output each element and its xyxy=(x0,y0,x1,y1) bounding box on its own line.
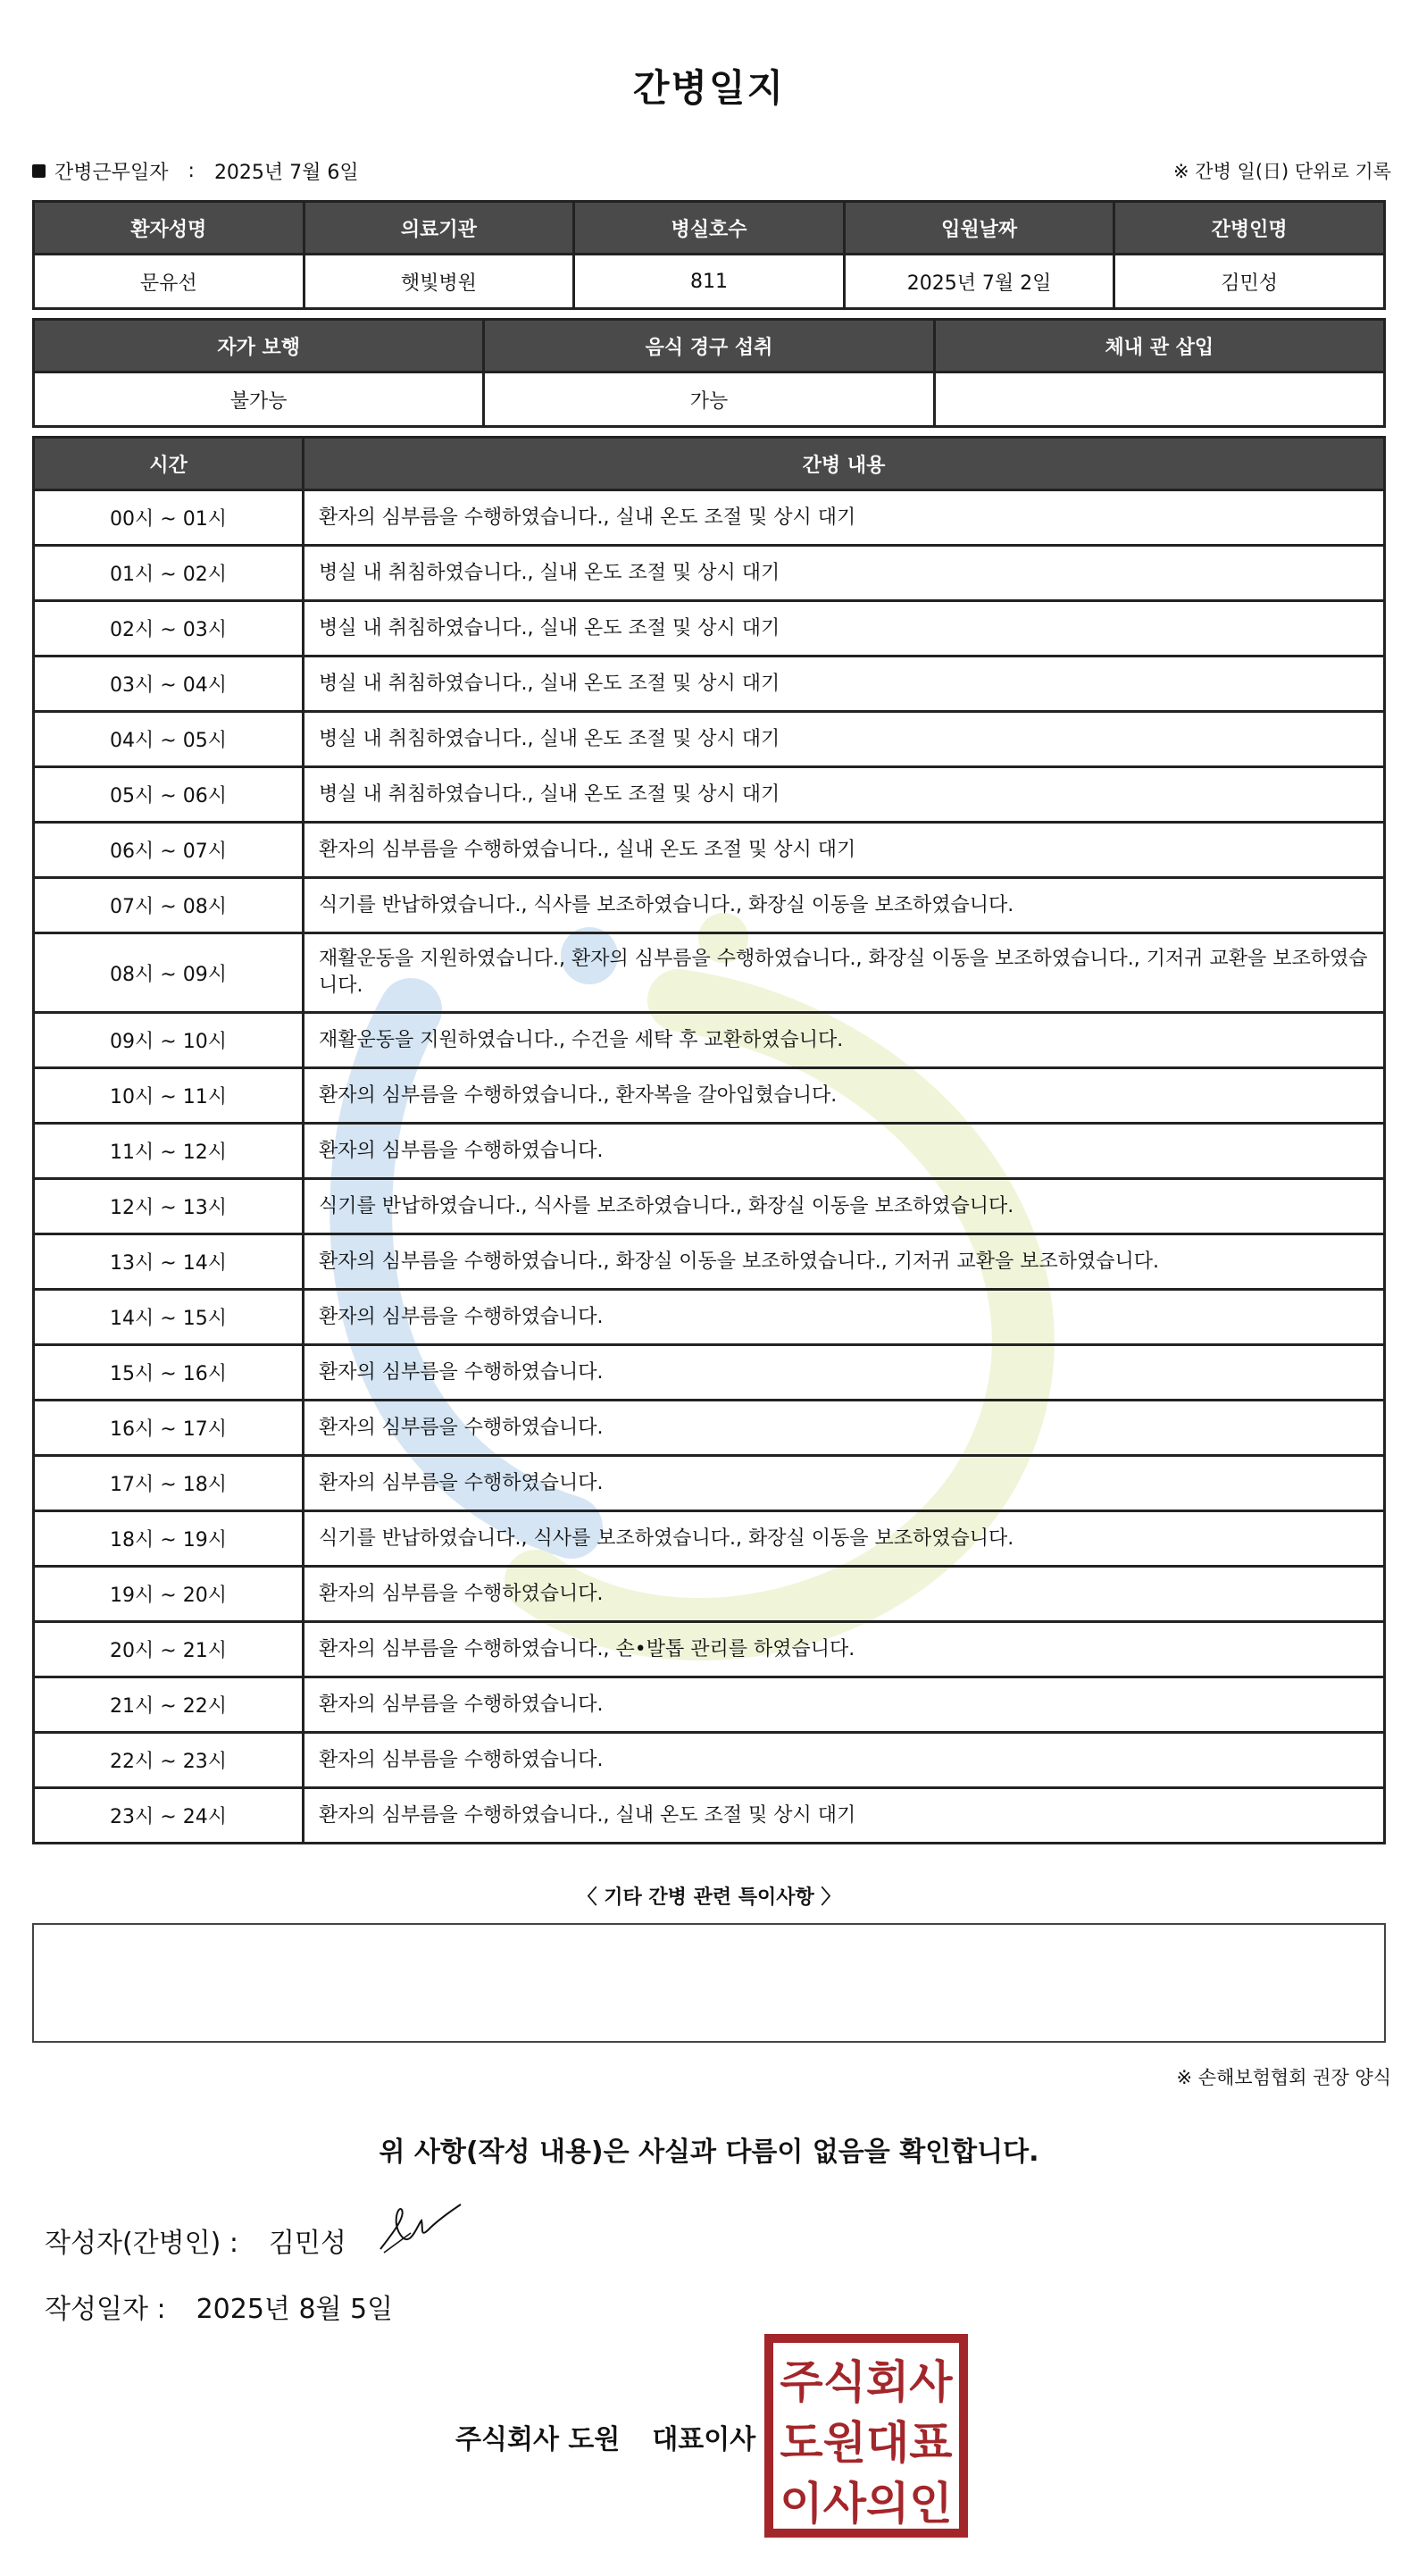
content-cell: 식기를 반납하였습니다., 식사를 보조하였습니다., 화장실 이동을 보조하였습니다. xyxy=(304,1179,1385,1234)
self-walking-value: 불가능 xyxy=(34,372,484,427)
care-log-header-row xyxy=(34,438,1385,490)
time-cell: 22시 ~ 23시 xyxy=(34,1733,304,1788)
signature-image xyxy=(375,2197,464,2260)
content-cell: 병실 내 취침하였습니다., 실내 온도 조절 및 상시 대기 xyxy=(304,601,1385,657)
caregiver-name: 김민성 xyxy=(1114,255,1385,309)
writer-label: 작성자(간병인) : xyxy=(45,2228,238,2259)
time-cell: 02시 ~ 03시 xyxy=(34,601,304,657)
time-cell: 01시 ~ 02시 xyxy=(34,546,304,601)
content-cell: 재활운동을 지원하였습니다., 수건을 세탁 후 교환하였습니다. xyxy=(304,1013,1385,1068)
time-cell: 07시 ~ 08시 xyxy=(34,878,304,933)
time-cell: 21시 ~ 22시 xyxy=(34,1677,304,1733)
content-cell: 환자의 심부름을 수행하였습니다. xyxy=(304,1677,1385,1733)
content-cell: 환자의 심부름을 수행하였습니다., 실내 온도 조절 및 상시 대기 xyxy=(304,823,1385,878)
write-date-label: 작성일자 : xyxy=(45,2294,166,2325)
content-cell: 재활운동을 지원하였습니다., 환자의 심부름을 수행하였습니다., 화장실 이동을 보조하였습니다., 기저귀 교환을 보조하였습니다. xyxy=(304,933,1385,1013)
time-cell: 05시 ~ 06시 xyxy=(34,767,304,823)
time-cell: 15시 ~ 16시 xyxy=(34,1345,304,1401)
content-cell: 병실 내 취침하였습니다., 실내 온도 조절 및 상시 대기 xyxy=(304,546,1385,601)
work-date-value: 2025년 7월 6일 xyxy=(213,162,359,184)
time-cell: 18시 ~ 19시 xyxy=(34,1511,304,1567)
patient-info-table xyxy=(32,200,1386,310)
time-cell: 09시 ~ 10시 xyxy=(34,1013,304,1068)
patient-name: 문유선 xyxy=(34,255,304,309)
patient-info-header-row xyxy=(34,202,1385,255)
header-hospital: 의료기관 xyxy=(304,202,574,255)
content-cell: 병실 내 취침하였습니다., 실내 온도 조절 및 상시 대기 xyxy=(304,657,1385,712)
admission-date: 2025년 7월 2일 xyxy=(844,255,1114,309)
time-cell: 06시 ~ 07시 xyxy=(34,823,304,878)
header-admission-date: 입원날짜 xyxy=(844,202,1114,255)
time-cell: 17시 ~ 18시 xyxy=(34,1456,304,1511)
work-date-separator: : xyxy=(188,160,195,182)
table-row xyxy=(34,933,1385,1013)
content-cell: 식기를 반납하였습니다., 식사를 보조하였습니다., 화장실 이동을 보조하였습니다. xyxy=(304,1511,1385,1567)
content-cell: 환자의 심부름을 수행하였습니다. xyxy=(304,1290,1385,1345)
content-cell: 환자의 심부름을 수행하였습니다. xyxy=(304,1401,1385,1456)
time-cell: 16시 ~ 17시 xyxy=(34,1401,304,1456)
table-row xyxy=(34,546,1385,601)
table-row xyxy=(34,1677,1385,1733)
content-cell: 환자의 심부름을 수행하였습니다., 실내 온도 조절 및 상시 대기 xyxy=(304,1788,1385,1844)
header-patient-name: 환자성명 xyxy=(34,202,304,255)
content-cell: 환자의 심부름을 수행하였습니다., 환자복을 갈아입혔습니다. xyxy=(304,1068,1385,1124)
writer-name: 김민성 xyxy=(268,2228,346,2259)
table-row xyxy=(34,1234,1385,1290)
company-name: 주식회사 도원 xyxy=(455,2424,621,2455)
content-cell: 환자의 심부름을 수행하였습니다. xyxy=(304,1733,1385,1788)
table-row xyxy=(34,657,1385,712)
header-room-number: 병실호수 xyxy=(574,202,845,255)
content-cell: 환자의 심부름을 수행하였습니다. xyxy=(304,1345,1385,1401)
time-cell: 14시 ~ 15시 xyxy=(34,1290,304,1345)
write-date-value: 2025년 8월 5일 xyxy=(196,2294,394,2325)
work-date xyxy=(32,157,359,185)
svg-text:이사의인: 이사의인 xyxy=(780,2478,953,2530)
time-cell: 12시 ~ 13시 xyxy=(34,1179,304,1234)
company-role: 대표이사 xyxy=(652,2424,756,2455)
time-cell: 13시 ~ 14시 xyxy=(34,1234,304,1290)
table-row xyxy=(34,823,1385,878)
record-note: ※ 간병 일(日) 단위로 기록 xyxy=(1173,161,1391,182)
work-date-label: 간병근무일자 xyxy=(54,162,169,184)
oral-intake-value: 가능 xyxy=(484,372,934,427)
table-row xyxy=(34,1511,1385,1567)
table-row xyxy=(34,878,1385,933)
company-line xyxy=(455,2417,755,2456)
notes-box xyxy=(32,1923,1386,2043)
table-row xyxy=(34,490,1385,546)
page-title: 간병일지 xyxy=(632,66,786,110)
header-oral-intake: 음식 경구 섭취 xyxy=(484,320,934,372)
content-cell: 식기를 반납하였습니다., 식사를 보조하였습니다., 화장실 이동을 보조하였습니다. xyxy=(304,878,1385,933)
content-cell: 환자의 심부름을 수행하였습니다. xyxy=(304,1456,1385,1511)
time-cell: 19시 ~ 20시 xyxy=(34,1567,304,1622)
form-note: ※ 손해보험협회 권장 양식 xyxy=(1176,2067,1391,2088)
time-cell: 04시 ~ 05시 xyxy=(34,712,304,767)
patient-info-value-row xyxy=(34,255,1385,309)
header-tube-insertion: 체내 관 삽입 xyxy=(934,320,1384,372)
table-row xyxy=(34,1788,1385,1844)
ability-value-row xyxy=(34,372,1385,427)
table-row xyxy=(34,1290,1385,1345)
content-cell: 환자의 심부름을 수행하였습니다., 실내 온도 조절 및 상시 대기 xyxy=(304,490,1385,546)
company-seal-stamp xyxy=(763,2333,969,2538)
table-row xyxy=(34,601,1385,657)
svg-text:주식회사: 주식회사 xyxy=(780,2356,953,2408)
time-cell: 23시 ~ 24시 xyxy=(34,1788,304,1844)
table-row xyxy=(34,1733,1385,1788)
time-cell: 20시 ~ 21시 xyxy=(34,1622,304,1677)
hospital: 햇빛병원 xyxy=(304,255,574,309)
patient-ability-table xyxy=(32,318,1386,428)
table-row xyxy=(34,1401,1385,1456)
room-number: 811 xyxy=(574,255,845,309)
ability-header-row xyxy=(34,320,1385,372)
table-row xyxy=(34,712,1385,767)
content-cell: 환자의 심부름을 수행하였습니다. xyxy=(304,1124,1385,1179)
time-cell: 11시 ~ 12시 xyxy=(34,1124,304,1179)
content-cell: 환자의 심부름을 수행하였습니다., 손•발톱 관리를 하였습니다. xyxy=(304,1622,1385,1677)
svg-text:도원대표: 도원대표 xyxy=(780,2417,953,2469)
table-row xyxy=(34,1124,1385,1179)
content-cell: 환자의 심부름을 수행하였습니다., 화장실 이동을 보조하였습니다., 기저귀 교환을 보조하였습니다. xyxy=(304,1234,1385,1290)
table-row xyxy=(34,1456,1385,1511)
content-cell: 환자의 심부름을 수행하였습니다. xyxy=(304,1567,1385,1622)
time-cell: 08시 ~ 09시 xyxy=(34,933,304,1013)
notes-title: 〈 기타 간병 관련 특이사항 〉 xyxy=(577,1886,841,1909)
content-cell: 병실 내 취침하였습니다., 실내 온도 조절 및 상시 대기 xyxy=(304,767,1385,823)
time-cell: 03시 ~ 04시 xyxy=(34,657,304,712)
confirmation-statement: 위 사항(작성 내용)은 사실과 다름이 없음을 확인합니다. xyxy=(379,2137,1039,2168)
write-date-line xyxy=(45,2287,393,2326)
content-cell: 병실 내 취침하였습니다., 실내 온도 조절 및 상시 대기 xyxy=(304,712,1385,767)
tube-insertion-value xyxy=(934,372,1384,427)
header-self-walking: 자가 보행 xyxy=(34,320,484,372)
care-log-table xyxy=(32,436,1386,1844)
time-cell: 00시 ~ 01시 xyxy=(34,490,304,546)
table-row xyxy=(34,1345,1385,1401)
table-row xyxy=(34,1179,1385,1234)
square-bullet-icon xyxy=(32,164,46,178)
table-row xyxy=(34,1567,1385,1622)
table-row xyxy=(34,1068,1385,1124)
table-row xyxy=(34,767,1385,823)
table-row xyxy=(34,1622,1385,1677)
time-cell: 10시 ~ 11시 xyxy=(34,1068,304,1124)
header-care-content: 간병 내용 xyxy=(304,438,1385,490)
header-time: 시간 xyxy=(34,438,304,490)
writer-line xyxy=(45,2221,346,2260)
header-caregiver-name: 간병인명 xyxy=(1114,202,1385,255)
table-row xyxy=(34,1013,1385,1068)
